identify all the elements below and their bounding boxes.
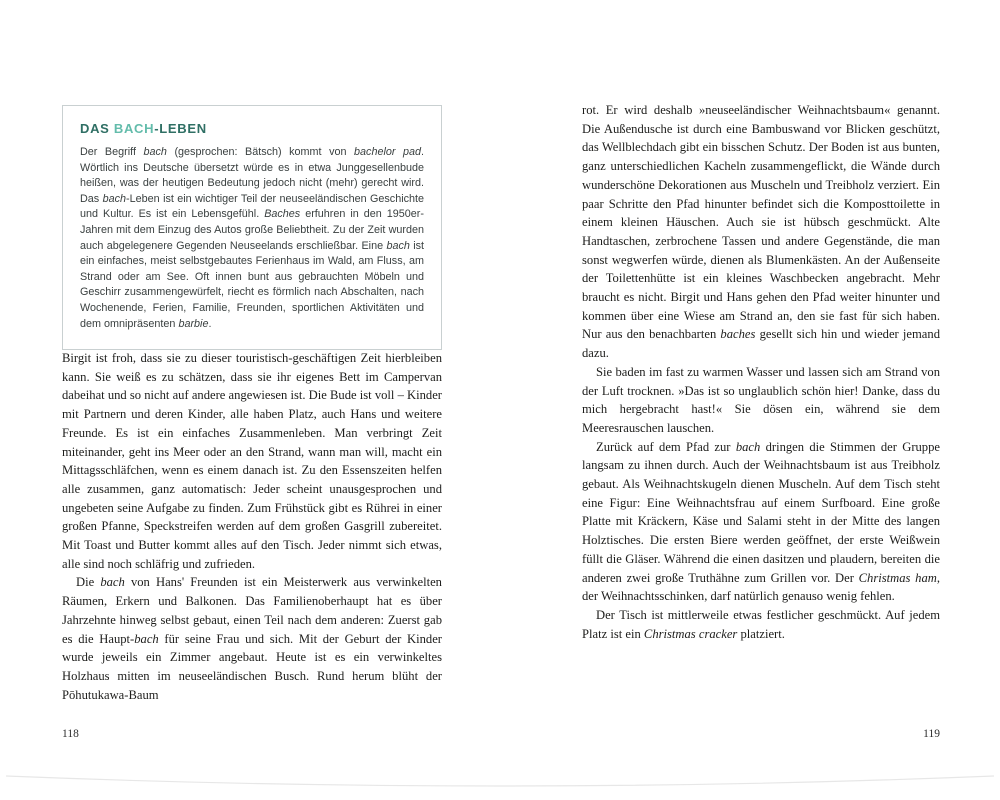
- text-run: Die: [76, 575, 101, 590]
- text-run: bach: [100, 575, 125, 590]
- text-run: dringen die Stimmen der Gruppe langsam zu ihnen durch. Auch der Weihnachtsbaum ist aus Treibholz gebaut. Als Weihnachtskugeln dienen Muscheln. Auf dem Tisch steht eine Figur: Eine Weihnachtsfrau auf einem Surfboard. Eine große Platte mit Kräckern, Käse und Salami steht in der Mitte des langen Holztisches. Die ersten Biere werden geöffnet, der erste Weißwein füllt die Gläser. Während die einen dasitzen und plaudern, bereiten die anderen zwei große Truthähne zum Grillen vor. Der: [582, 439, 940, 585]
- text-run: von Hans' Freunden ist ein Meisterwerk aus verwinkelten Räumen, Erkern und Balkonen. Das Familienoberhaupt hat es über Jahrzehnte hinweg selbst gebaut, einen Teil nach dem anderen: Zuerst gab es die Haupt-: [62, 575, 442, 646]
- box-heading: [80, 121, 424, 136]
- text-run: Christmas cracker: [643, 626, 738, 641]
- text-run: (gesprochen: Bätsch) kommt von: [166, 146, 355, 158]
- body-text-right: [582, 101, 940, 643]
- text-run: bach: [386, 239, 410, 252]
- paragraph: [582, 606, 940, 643]
- text-run: bach: [102, 192, 127, 205]
- paragraph: [582, 438, 940, 606]
- box-paragraph: [80, 145, 424, 332]
- text-run: -Leben ist ein wichtiger Teil der neuseeländischen Geschichte und Kultur. Es ist ein Lebensgefühl.: [80, 192, 425, 221]
- text-run: Sie baden im fast zu warmen Wasser und lassen sich am Strand von der Luft trocknen. »Das ist so unglaublich schön hier! Danke, dass du mich hergebracht hast!« Sie dösen ein, während sie dem Meeresrauschen lauschen.: [582, 364, 940, 435]
- text-run: Der Tisch ist mittlerweile etwas festlicher geschmückt. Auf jedem Platz ist ein: [582, 607, 940, 641]
- page-curl-decoration: [0, 768, 1000, 798]
- text-run: platziert.: [737, 626, 785, 641]
- text-run: . Wörtlich ins Deutsche übersetzt würde es in etwa Junggesellenbude heißen, was der heutigen Bedeutung jedoch nicht (mehr) gerecht wird. Das: [80, 146, 425, 205]
- text-run: Zurück auf dem Pfad zur: [596, 439, 736, 454]
- text-run: bach: [735, 439, 761, 454]
- paragraph: [582, 101, 940, 363]
- paragraph: [582, 363, 940, 438]
- text-run: Der Begriff: [80, 146, 144, 158]
- page-number-right: 119: [923, 728, 940, 740]
- text-run: barbie: [178, 317, 209, 330]
- body-text-left: [62, 349, 442, 704]
- paragraph: [62, 573, 442, 704]
- text-run: bach: [143, 146, 167, 158]
- info-box: [62, 105, 442, 350]
- text-run: Christmas ham: [858, 570, 937, 585]
- text-run: bach: [134, 631, 159, 646]
- text-run: gesellt sich hin und wieder jemand dazu.: [582, 327, 940, 361]
- text-run: Baches: [264, 208, 301, 221]
- text-run: rot. Er wird deshalb »neuseeländischer Weihnachtsbaum« genannt. Die Außendusche ist durch eine Bambuswand vor Blicken geschützt, das Wellblechdach gibt ein bisschen Schutz. Der Boden ist aus bunten, ganz unterschiedlichen Kacheln zusammengeflickt, die Wände durch wunderschöne Dekorationen aus Muscheln und Treibholz verziert. Ein paar Schritte den Pfad hinunter befindet sich die Komposttoilette in einem kleinen Häuschen. Auch sie ist hübsch geschmückt. Alte Handtaschen, zerbrochene Tassen und andere Gegenstände, die man sonst wegwerfen würde, dienen als Blumenkästen. An der Außenseite der Toilettenhütte ist ein kleines Waschbecken angebracht. Mehr braucht es nicht. Birgit und Hans gehen den Pfad weiter hinunter und kommen über eine Wiese am Strand an, den sie fast für sich haben. Nur aus den benachbarten: [582, 103, 940, 342]
- text-run: DAS: [80, 121, 114, 136]
- text-run: BACH: [113, 121, 155, 136]
- text-run: bachelor pad: [354, 146, 422, 158]
- text-run: baches: [720, 327, 756, 342]
- text-run: .: [208, 317, 212, 330]
- text-run: erfuhren in den 1950er-Jahren mit dem Einzug des Autos große Beliebtheit. Zu der Zeit wurden auch abgelegenere Gegenden Neuseelands erschließbar. Eine: [80, 208, 424, 252]
- text-run: , der Weihnachtsschinken, darf natürlich genauso wenig fehlen.: [582, 570, 940, 604]
- text-run: -LEBEN: [154, 121, 207, 136]
- paragraph: [62, 349, 442, 573]
- page-number-left: 118: [62, 728, 79, 740]
- text-run: ist ein einfaches, meist selbstgebautes Ferienhaus im Wald, am Fluss, am Strand oder am See. Oft innen bunt aus gebrauchten Möbeln und Geschirr zusammengewürfelt, riecht es förmlich nach Abschalten, nach Wochenende, Ferien, Familie, Freunden, sportlichen Aktivitäten und dem omnipräsenten: [80, 239, 425, 330]
- text-run: Birgit ist froh, dass sie zu dieser touristisch-geschäftigen Zeit hierbleiben kann. Sie weiß es zu schätzen, dass sie ihr eigenes Bett im Campervan dabeihat und so nicht auf andere angewiesen ist. Die Bude ist voll – Kinder mit Partnern und deren Kinder, alle haben Platz, auch Hans und weitere Freunde. Es ist ein einfaches Zusammenleben. Man verbringt Zeit miteinander, geht ins Meer oder an den Strand, wann man will, macht ein Mittagsschläfchen, wenn es einem danach ist. Zu den Essenszeiten helfen alle zusammen, ganz automatisch: Jeder scheint unausgesprochen und ungebeten seine Aufgabe zu finden. Zum Frühstück gibt es Rührei in einer großen Pfanne, Speckstreifen werden auf dem großen Gasgrill zubereitet. Mit Toast und Butter kommt alles auf den Tisch. Jeder nimmt sich etwas, alle sind noch schläfrig und zufrieden.: [62, 351, 442, 571]
- text-run: für seine Frau und sich. Mit der Geburt der Kinder wurde jeweils ein Zimmer angebaut. Heute ist es ein verwinkeltes Holzhaus mitten im neuseeländischen Busch. Rund herum blüht der Pōhutukawa-Baum: [62, 631, 442, 702]
